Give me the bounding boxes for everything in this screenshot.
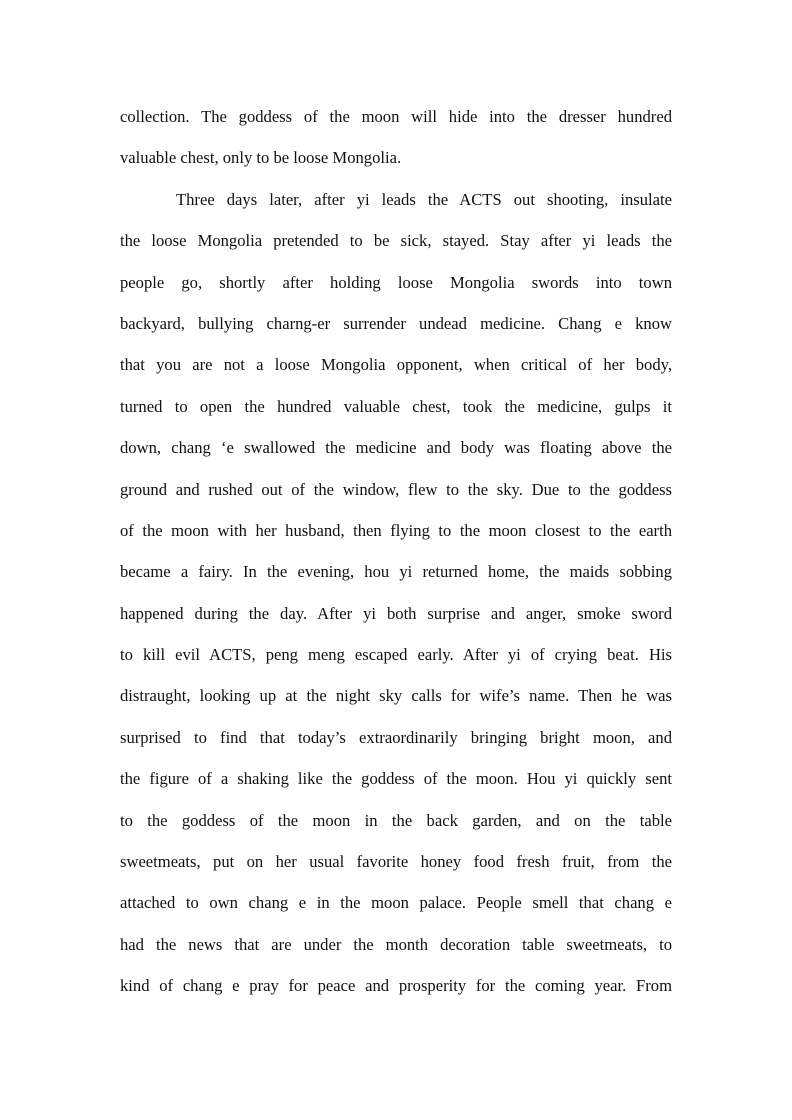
text-line: sweetmeats, put on her usual favorite honey food fresh fruit, from the (120, 852, 672, 872)
text-line: that you are not a loose Mongolia opponent, when critical of her body, (120, 355, 672, 375)
text-line: turned to open the hundred valuable chest, took the medicine, gulps it (120, 396, 672, 416)
text-line: down, chang ‘e swallowed the medicine and body was floating above the (120, 438, 672, 458)
text-line: had the news that are under the month decoration table sweetmeats, to (120, 934, 672, 954)
body-text (120, 100, 672, 1011)
text-line: backyard, bullying charng-er surrender undead medicine. Chang e know (120, 313, 672, 333)
text-line: became a fairy. In the evening, hou yi returned home, the maids sobbing (120, 562, 672, 582)
text-line: the figure of a shaking like the goddess of the moon. Hou yi quickly sent (120, 769, 672, 789)
text-line: people go, shortly after holding loose Mongolia swords into town (120, 272, 672, 292)
text-line: ground and rushed out of the window, flew to the sky. Due to the goddess (120, 479, 672, 499)
text-line: to the goddess of the moon in the back garden, and on the table (120, 810, 672, 830)
paragraph-first-line: Three days later, after yi leads the ACTS out shooting, insulate (176, 189, 672, 209)
text-line: kind of chang e pray for peace and prosperity for the coming year. From (120, 976, 672, 996)
text-line: valuable chest, only to be loose Mongolia. (120, 148, 402, 168)
text-line: attached to own chang e in the moon palace. People smell that chang e (120, 893, 672, 913)
text-line: the loose Mongolia pretended to be sick, stayed. Stay after yi leads the (120, 231, 672, 251)
text-line: surprised to find that today’s extraordinarily bringing bright moon, and (120, 727, 672, 747)
text-line: to kill evil ACTS, peng meng escaped early. After yi of crying beat. His (120, 645, 672, 665)
text-line: distraught, looking up at the night sky calls for wife’s name. Then he was (120, 686, 672, 706)
text-line: collection. The goddess of the moon will hide into the dresser hundred (120, 107, 672, 126)
text-line: of the moon with her husband, then flying to the moon closest to the earth (120, 520, 672, 540)
text-line: happened during the day. After yi both surprise and anger, smoke sword (120, 603, 672, 623)
